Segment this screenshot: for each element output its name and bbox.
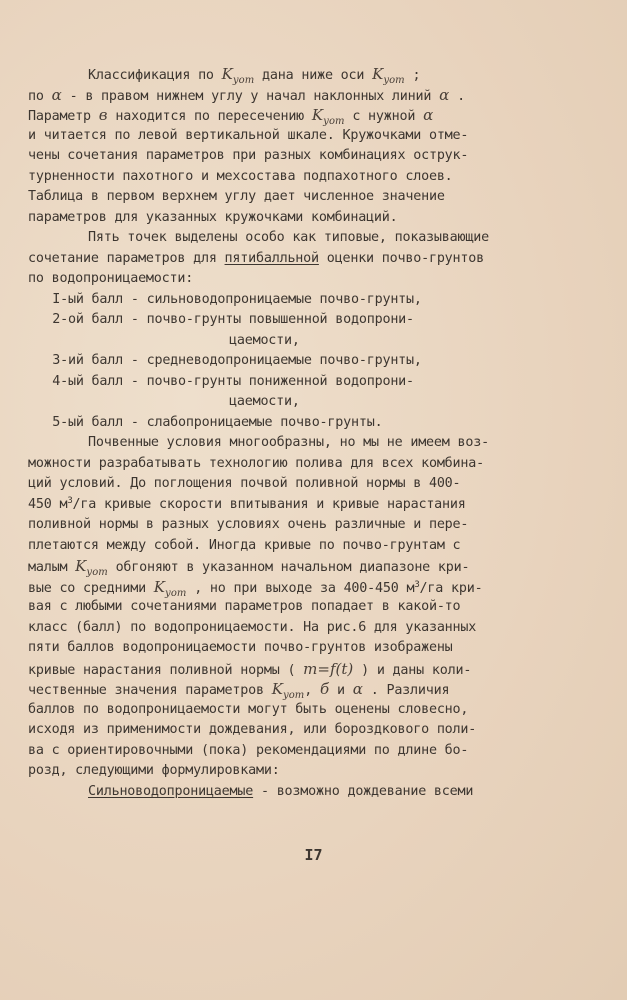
list-item: I-ый балл - сильноводопроницаемые почво-грунты, [52, 291, 422, 307]
text-line: ций условий. До поглощения почвой поливной нормы в 400- [28, 476, 461, 491]
handwritten-symbol: $K_{уот}$ [372, 65, 405, 86]
text-line: баллов по водопроницаемости могут быть оценены словесно, [28, 701, 469, 717]
text-line: класс (балл) по водопроницаемости. На рис.6 для указанных [28, 619, 477, 635]
text-line: турненности пахотного и мехсостава подпахотного слоев. [28, 168, 453, 184]
text-line: можности разрабатывать технологию полива для всех комбина- [28, 455, 484, 471]
text-line: Классификация по $K_{уот}$ дана ниже оси $K_{уот}$ ; [88, 65, 421, 86]
text-line: пяти баллов водопроницаемости почво-грунтов изображены [28, 640, 453, 655]
handwritten-symbol: α [439, 85, 450, 104]
handwritten-symbol: $K_{уот}$ [75, 557, 108, 578]
handwritten-symbol: $K_{уот}$ [153, 577, 187, 599]
handwritten-symbol: α [352, 680, 363, 698]
text-line: чены сочетания параметров при разных комбинациях острук- [28, 148, 469, 163]
handwritten-symbol: α [51, 85, 62, 104]
text-line: Почвенные условия многообразны, но мы не имеем воз- [88, 435, 489, 450]
text-line: Таблица в первом верхнем углу дает численное значение [28, 189, 445, 204]
page-number: I7 [304, 846, 323, 864]
handwritten-symbol: $K_{уот}$ [271, 680, 305, 701]
handwritten-symbol: α [423, 106, 434, 124]
text-line: вые со средними $K_{уот}$ , но при выходе за 400-450 $м^3/га$ кри- [28, 577, 483, 599]
text-line: по водопроницаемости: [28, 271, 194, 286]
underlined-term: Сильноводопроницаемые [88, 783, 254, 799]
text-line: кривые нарастания поливной нормы ( m=f(t) ) и даны коли- [28, 659, 472, 678]
text-line: 450 $м^3/га$ кривые скорости впитывания и кривые нарастания [28, 495, 466, 512]
text-line: исходя из применимости дождевания, или бороздкового поли- [28, 722, 477, 737]
list-item: 3-ий балл - средневодопроницаемые почво-грунты, [52, 353, 422, 368]
text-line: Сильноводопроницаемые - возможно дождевание всеми [88, 783, 474, 799]
underlined-term: пятибалльной [224, 250, 319, 266]
handwritten-formula: m=f(t) [303, 659, 354, 678]
list-item-continuation: цаемости, [229, 332, 300, 348]
text-line: Пять точек выделены особо как типовые, показывающие [88, 230, 489, 245]
text-line: Параметр в находится по пересечению $K_{уот}$ с нужной α [28, 106, 434, 127]
text-line: чественные значения параметров $K_{уот}$, б и α . Различия [28, 680, 450, 701]
handwritten-symbol: в [98, 106, 108, 124]
text-line: и читается по левой вертикальной шкале. Кружочками отме- [28, 127, 469, 143]
body-text [28, 64, 508, 802]
list-item: 5-ый балл - слабопроницаемые почво-грунты. [52, 414, 383, 430]
text-line: розд, следующими формулировками: [28, 763, 280, 778]
handwritten-symbol: б [319, 680, 330, 698]
text-line: ва с ориентировочными (пока) рекомендациями по длине бо- [28, 742, 469, 758]
text-line: параметров для указанных кружочками комбинаций. [28, 209, 398, 225]
text-line: плетаются между собой. Иногда кривые по почво-грунтам с [28, 537, 461, 553]
text-line: сочетание параметров для пятибалльной оценки почво-грунтов [28, 250, 484, 266]
text-line: вая с любыми сочетаниями параметров попадает в какой-то [28, 599, 461, 614]
text-line: поливной нормы в разных условиях очень различные и пере- [28, 517, 469, 532]
text-line: малым $K_{уот}$ обгоняют в указанном начальном диапазоне кри- [28, 557, 470, 578]
list-item: 4-ый балл - почво-грунты пониженной водопрони- [52, 373, 414, 389]
handwritten-symbol: $K_{уот}$ [221, 65, 255, 86]
handwritten-symbol: $K_{уот}$ [311, 106, 345, 127]
list-item-continuation: цаемости, [229, 394, 300, 409]
list-item: 2-ой балл - почво-грунты повышенной водопрони- [52, 312, 414, 327]
text-line: по α - в правом нижнем углу у начал наклонных линий α . [28, 85, 465, 104]
